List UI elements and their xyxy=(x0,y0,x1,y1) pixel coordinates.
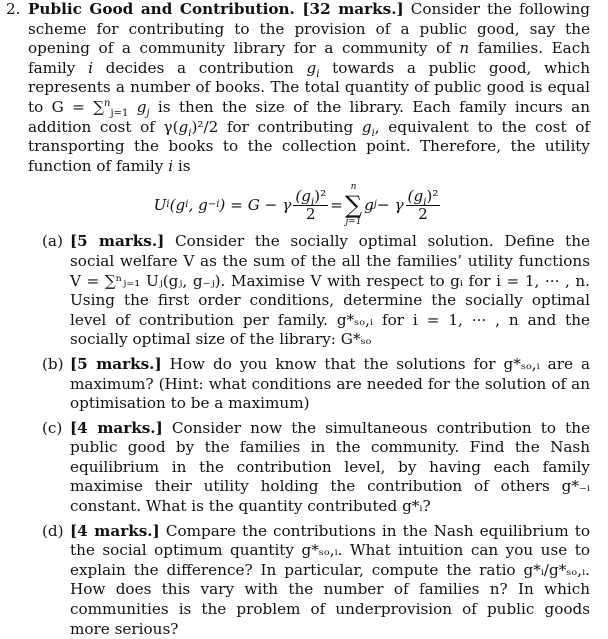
question-block xyxy=(6,0,590,176)
part-b: (b) [5 marks.] How do you know that the solutions for g*ₛₒ,ᵢ are a maximum? (Hint: what conditions are needed for the solution of an optimisation to be a maximum) xyxy=(42,354,590,413)
summation-symbol: n ∑ j=1 xyxy=(344,182,363,228)
question-number: 2. xyxy=(6,0,21,18)
fraction-one: $\frac{(g_i)^2}{2}$ xyxy=(295,186,327,223)
fraction-two: $\frac{(g_i)^2}{2}$ xyxy=(407,186,439,223)
part-c: (c) [4 marks.] Consider now the simultaneous contribution to the public good by the families in the community. Find the Nash equilibrium in the contribution level, by having each family maximise their utility holding the contribution of others g*₋ᵢ constant. What is the quantity contributed g*ᵢ? xyxy=(42,418,590,516)
question-title: Public Good and Contribution. [32 marks.] xyxy=(28,0,404,18)
question-parts xyxy=(42,232,590,639)
utility-equation: U i (g i , g −i ) = G − γ $\frac{(g_i)^2}{2}$ = n ∑ j=1 g j − γ $\frac{(g_i)^2}{2}$ xyxy=(153,182,439,228)
question-intro: Public Good and Contribution. [32 marks.] Consider the following scheme for contributing to the provision of a public good, say the opening of a community library for a community of n families. Each family i decides a contribution $g_i$ towards a public good, which represents a number of books. The total quantity of public good is equal to G = ∑$^n_{j=1}$ $g_j$ is then the size of the library. Each family incurs an addition cost of $\gamma(g_i)^2/2$ for contributing $g_i$, equivalent to the cost of transporting the books to the collection point. Therefore, the utility function of family i is xyxy=(28,0,591,175)
part-d: (d) [4 marks.] Compare the contributions in the Nash equilibrium to the social optimum quantity g*ₛₒ,ᵢ. What intuition can you use to explain the difference? In particular, compute the ratio g*ᵢ/g*ₛₒ,ᵢ. How does this vary with the number of families n? In which communities is the problem of underprovision of public goods more serious? xyxy=(42,521,590,638)
part-a: (a) [5 marks.] Consider the socially optimal solution. Define the social welfare V as the sum of the all the families’ utility functions V = ∑ⁿⱼ₌₁ Uⱼ(gⱼ, g₋ⱼ). Maximise V with respect to gᵢ for i = 1, ··· , n. Using the first order conditions, determine the socially optimal level of contribution per family. g*ₛₒ,ᵢ for i = 1, ··· , n and the socially optimal size of the library: G*ₛₒ xyxy=(42,232,591,349)
